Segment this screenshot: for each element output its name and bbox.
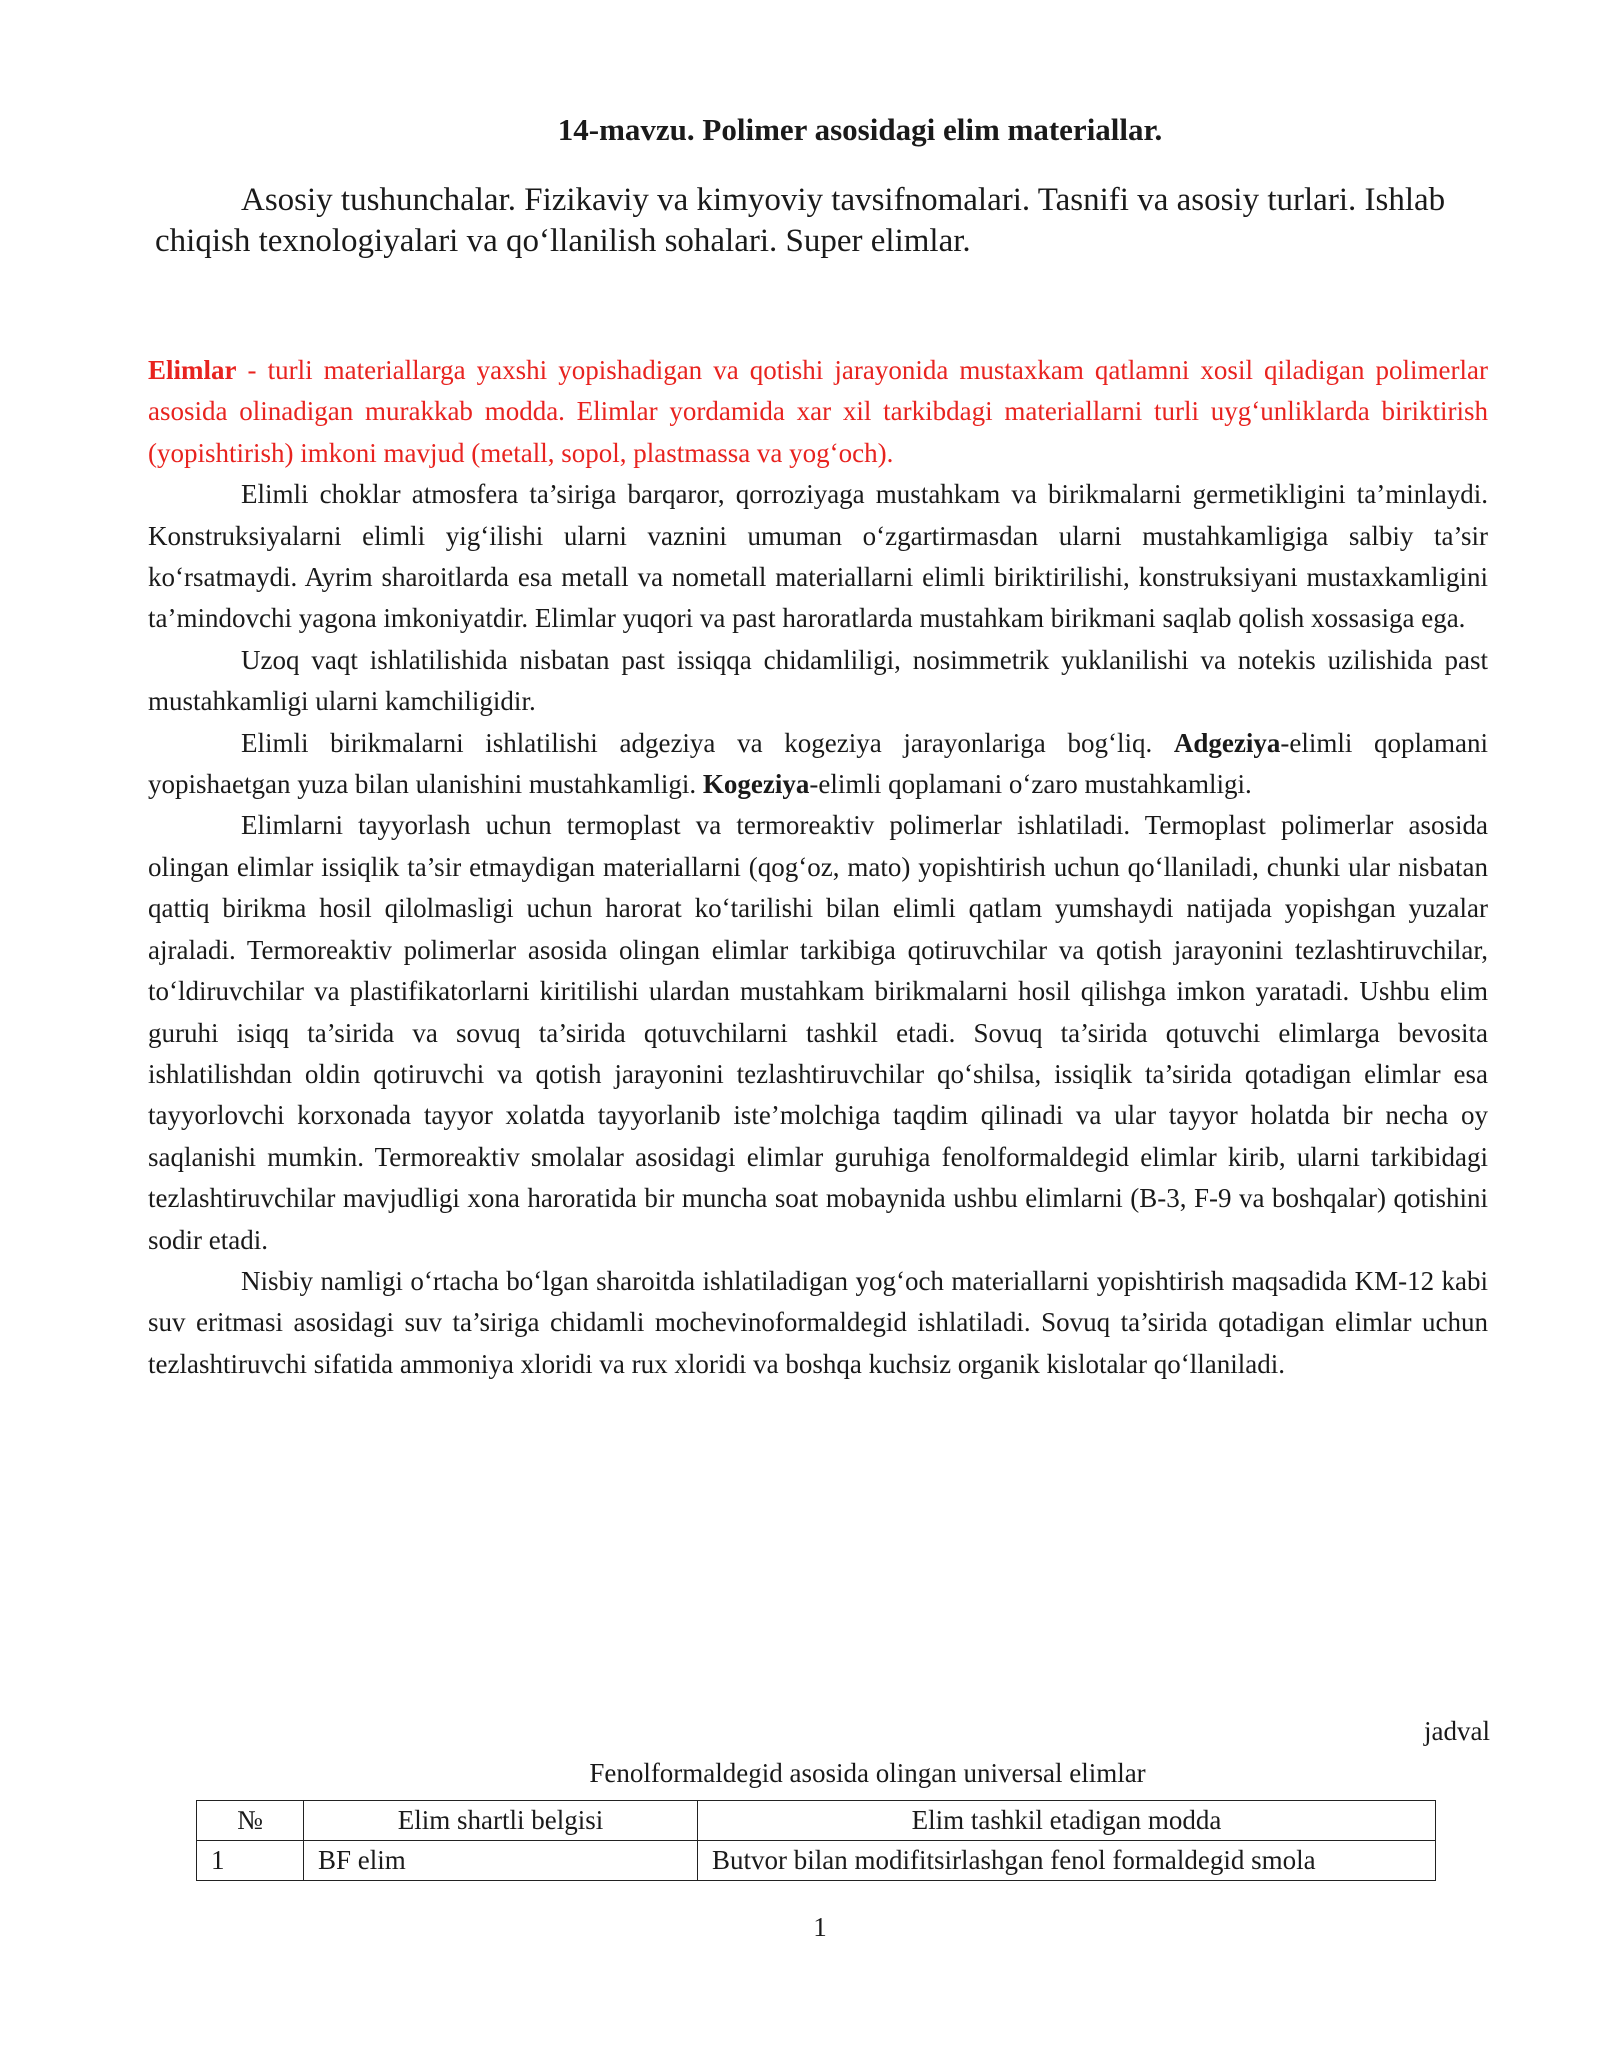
subtitle xyxy=(155,180,1490,262)
paragraph: Elimlarni tayyorlash uchun termoplast va termoreaktiv polimerlar ishlatiladi. Termoplast polimerlar asosida olingan elimlar issiqlik ta’sir etmaydigan materiallarni (qog‘oz, mato) yopishtirish uchun qo‘llaniladi, chunki ular nisbatan qattiq birikma hosil qilolmasligi uchun harorat ko‘tarilishi bilan elimli qatlam yumshaydi natijada yopishgan yuzalar ajraladi. Termoreaktiv polimerlar asosida olingan elimlar tarkibiga qotiruvchilar va qotish jarayonini tezlashtiruvchilar, to‘ldiruvchilar va plastifikatorlarni kiritilishi ulardan mustahkam birikmalarni hosil qilishga imkon yaratadi. Ushbu elim guruhi isiqq ta’sirida va sovuq ta’sirida qotuvchilarni tashkil etadi. Sovuq ta’sirida qotuvchi elimlarga bevosita ishlatilishdan oldin qotiruvchi va qotish jarayonini tezlashtiruvchilar qo‘shilsa, issiqlik ta’sirida qotadigan elimlar esa tayyorlovchi korxonada tayyor xolatda tayyorlanib iste’molchiga taqdim qilinadi va ular tayyor holatda bir necha oy saqlanishi mumkin. Termoreaktiv smolalar asosidagi elimlar guruhiga fenolformaldegid elimlar kirib, ularni tarkibidagi tezlashtiruvchilar mavjudligi xona haroratida bir muncha soat mobaynida ushbu elimlarni (B-3, F-9 va boshqalar) qotishini sodir etadi. xyxy=(148,810,1488,1255)
column-header-number: № xyxy=(197,1801,304,1841)
table-cell: 1 xyxy=(197,1841,304,1881)
table-cell: BF elim xyxy=(304,1841,698,1881)
term-elimlar: Elimlar xyxy=(148,355,237,385)
text-run: -elimli qoplamani yopishaetgan yuza bilan ulanishini mustahkamligi. xyxy=(148,727,1488,800)
paragraph-adgeziya xyxy=(148,723,1488,806)
body-text xyxy=(148,350,1488,1385)
column-header-substance: Elim tashkil etadigan modda xyxy=(698,1801,1436,1841)
text-run: Elimli birikmalarni ishlatilishi adgeziya va kogeziya jarayonlariga bog‘liq. xyxy=(241,727,1174,758)
table-label: jadval xyxy=(1424,1716,1490,1746)
subtitle-text: Asosiy tushunchalar. Fizikaviy va kimyoviy tavsifnomalari. Tasnifi va asosiy turlari. Ishlab chiqish texnologiyalari va qo‘llanilish sohalari. Super elimlar. xyxy=(155,182,1446,259)
column-header-code: Elim shartli belgisi xyxy=(304,1801,698,1841)
data-table xyxy=(196,1800,1436,1881)
table-row xyxy=(197,1841,1436,1881)
term-adgeziya: Adgeziya xyxy=(1173,727,1281,758)
term-kogeziya: Kogeziya xyxy=(702,769,810,800)
table-cell: Butvor bilan modifitsirlashgan fenol formaldegid smola xyxy=(698,1841,1436,1881)
page-title: 14-mavzu. Polimer asosidagi elim materiallar. xyxy=(557,112,1163,147)
paragraph: Elimli choklar atmosfera ta’siriga barqaror, qorroziyaga mustahkam va birikmalarni germetikligini ta’minlaydi. Konstruksiyalarni elimli yig‘ilishi ularni vaznini umuman o‘zgartirmasdan ularni mustahkamligiga salbiy ta’sir ko‘rsatmaydi. Ayrim sharoitlarda esa metall va nometall materiallarni elimli biriktirilishi, konstruksiyani mustaxkamligini ta’mindovchi yagona imkoniyatdir. Elimlar yuqori va past haroratlarda mustahkam birikmani saqlab qolish xossasiga ega. xyxy=(148,479,1488,634)
page-number: 1 xyxy=(813,1912,827,1942)
paragraph: Uzoq vaqt ishlatilishida nisbatan past issiqqa chidamliligi, nosimmetrik yuklanilishi va notekis uzilishida past mustahkamligi ularni kamchiligidir. xyxy=(148,644,1488,717)
paragraph: Nisbiy namligi o‘rtacha bo‘lgan sharoitda ishlatiladigan yog‘och materiallarni yopishtirish maqsadida KM-12 kabi suv eritmasi asosidagi suv ta’siriga chidamli mochevinoformaldegid ishlatiladi. Sovuq ta’sirida qotadigan elimlar uchun tezlashtiruvchi sifatida ammoniya xloridi va rux xloridi va boshqa kuchsiz organik kislotalar qo‘llaniladi. xyxy=(148,1265,1488,1379)
paragraph-definition xyxy=(148,350,1488,474)
table-caption: Fenolformaldegid asosida olingan universal elimlar xyxy=(589,1758,1146,1788)
table-header-row xyxy=(197,1801,1436,1841)
definition-text: - turli materiallarga yaxshi yopishadigan va qotishi jarayonida mustaxkam qatlamni xosil qiladigan polimerlar asosida olinadigan murakkab modda. Elimlar yordamida xar xil tarkibdagi materiallarni turli uyg‘unliklarda biriktirish (yopishtirish) imkoni mavjud (metall, sopol, plastmassa va yog‘och). xyxy=(148,355,1488,468)
text-run: -elimli qoplamani o‘zaro mustahkamligi. xyxy=(809,769,1252,800)
